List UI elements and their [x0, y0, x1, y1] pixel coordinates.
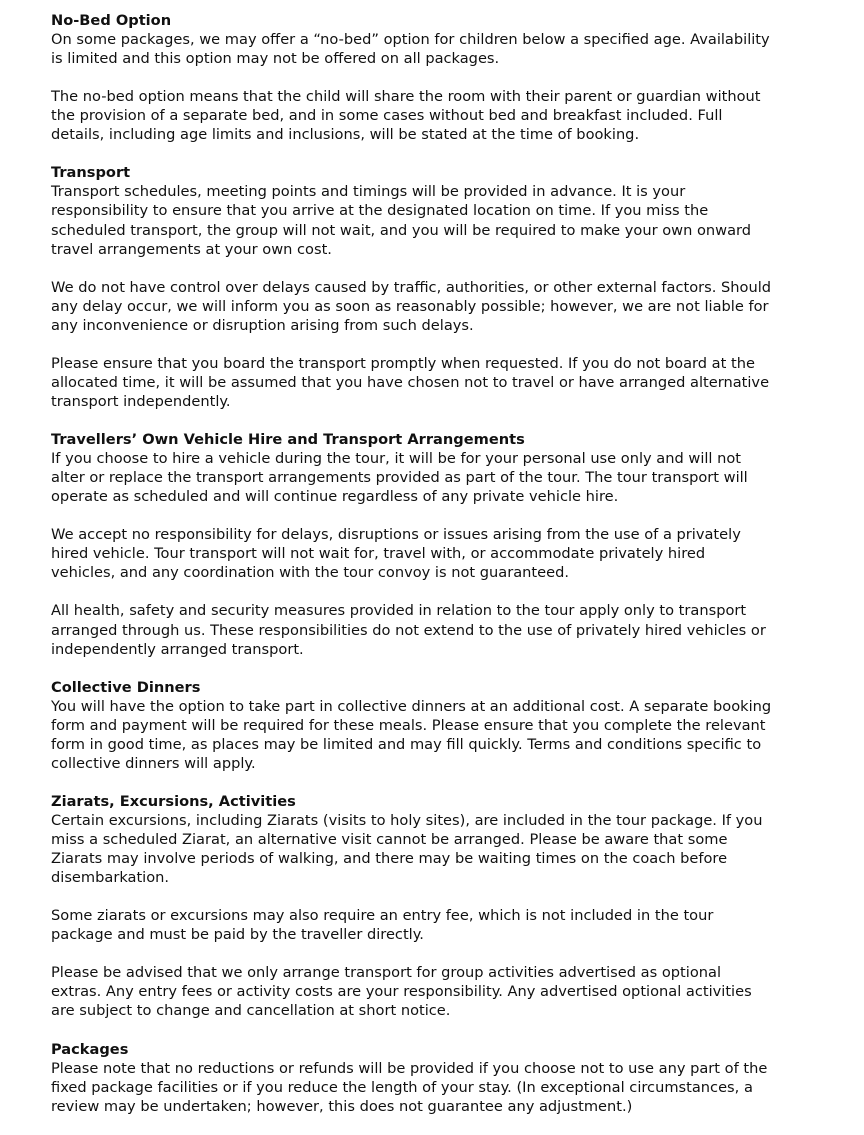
paragraph [51, 30, 771, 68]
section [51, 1040, 771, 1116]
text-line: Ziarats may involve periods of walking, and there may be waiting times on the coach before [51, 850, 728, 868]
section [51, 163, 771, 411]
text-line: All health, safety and security measures provided in relation to the tour apply only to transport [51, 602, 747, 620]
text-line: any inconvenience or disruption arising from such delays. [51, 316, 474, 334]
paragraph [51, 87, 771, 144]
text-line: any delay occur, we will inform you as soon as reasonably possible; however, we are not liable for [51, 297, 769, 315]
text-line: Transport schedules, meeting points and timings will be provided in advance. It is your [51, 183, 686, 201]
section-heading: Packages [51, 1040, 129, 1058]
paragraph [51, 963, 771, 1020]
paragraph [51, 525, 771, 582]
text-line: disembarkation. [51, 869, 170, 887]
text-line: You will have the option to take part in collective dinners at an additional cost. A separate booking [51, 697, 772, 715]
section-heading: Ziarats, Excursions, Activities [51, 792, 296, 810]
text-line: Some ziarats or excursions may also require an entry fee, which is not included in the tour [51, 907, 714, 925]
paragraph [51, 697, 771, 773]
text-line: Please note that no reductions or refunds will be provided if you choose not to use any part of the [51, 1059, 768, 1077]
text-line: allocated time, it will be assumed that you have chosen not to travel or have arranged alternative [51, 373, 770, 391]
text-line: Please be advised that we only arrange transport for group activities advertised as optional [51, 964, 722, 982]
paragraph [51, 354, 771, 411]
text-line: are subject to change and cancellation at short notice. [51, 1002, 451, 1020]
text-line: fixed package facilities or if you reduce the length of your stay. (In exceptional circumstances, a [51, 1078, 753, 1096]
text-line: The no-bed option means that the child will share the room with their parent or guardian without [51, 88, 761, 106]
paragraph [51, 811, 771, 887]
section [51, 430, 771, 659]
section-heading: Travellers’ Own Vehicle Hire and Transport Arrangements [51, 431, 525, 449]
text-line: On some packages, we may offer a “no-bed” option for children below a specified age. Availability [51, 31, 770, 49]
terms-document [51, 11, 771, 1135]
text-line: form in good time, as places may be limited and may fill quickly. Terms and conditions specific to [51, 735, 762, 753]
paragraph [51, 182, 771, 258]
text-line: review may be undertaken; however, this does not guarantee any adjustment.) [51, 1097, 633, 1115]
text-line: operate as scheduled and will continue regardless of any private vehicle hire. [51, 488, 619, 506]
section-heading: Collective Dinners [51, 678, 201, 696]
text-line: alter or replace the transport arrangements provided as part of the tour. The tour transport will [51, 469, 748, 487]
text-line: travel arrangements at your own cost. [51, 240, 332, 258]
paragraph [51, 601, 771, 658]
text-line: arranged through us. These responsibilities do not extend to the use of privately hired vehicles or [51, 621, 766, 639]
text-line: vehicles, and any coordination with the tour convoy is not guaranteed. [51, 564, 569, 582]
text-line: Certain excursions, including Ziarats (visits to holy sites), are included in the tour package. If you [51, 811, 763, 829]
text-line: We accept no responsibility for delays, disruptions or issues arising from the use of a privately [51, 526, 741, 544]
text-line: transport independently. [51, 392, 231, 410]
paragraph [51, 1059, 771, 1116]
text-line: the provision of a separate bed, and in some cases without bed and breakfast included. Full [51, 107, 723, 125]
text-line: independently arranged transport. [51, 640, 304, 658]
section-heading: No-Bed Option [51, 12, 172, 29]
section [51, 11, 771, 144]
section [51, 792, 771, 1021]
text-line: is limited and this option may not be offered on all packages. [51, 50, 500, 68]
text-line: collective dinners will apply. [51, 754, 256, 772]
text-line: We do not have control over delays caused by traffic, authorities, or other external factors. Should [51, 278, 772, 296]
text-line: Please ensure that you board the transport promptly when requested. If you do not board at the [51, 354, 755, 372]
section-heading: Transport [51, 164, 131, 182]
text-line: package and must be paid by the traveller directly. [51, 926, 424, 944]
text-line: details, including age limits and inclusions, will be stated at the time of booking. [51, 126, 640, 144]
section [51, 678, 771, 773]
paragraph [51, 906, 771, 944]
text-line: miss a scheduled Ziarat, an alternative visit cannot be arranged. Please be aware that some [51, 831, 728, 849]
paragraph [51, 278, 771, 335]
text-line: hired vehicle. Tour transport will not wait for, travel with, or accommodate privately hired [51, 545, 706, 563]
text-line: extras. Any entry fees or activity costs are your responsibility. Any advertised optional activities [51, 983, 752, 1001]
text-line: form and payment will be required for these meals. Please ensure that you complete the relevant [51, 716, 766, 734]
paragraph [51, 449, 771, 506]
text-line: responsibility to ensure that you arrive at the designated location on time. If you miss the [51, 202, 709, 220]
text-line: If you choose to hire a vehicle during the tour, it will be for your personal use only and will not [51, 450, 742, 468]
text-line: scheduled transport, the group will not wait, and you will be required to make your own onward [51, 221, 752, 239]
